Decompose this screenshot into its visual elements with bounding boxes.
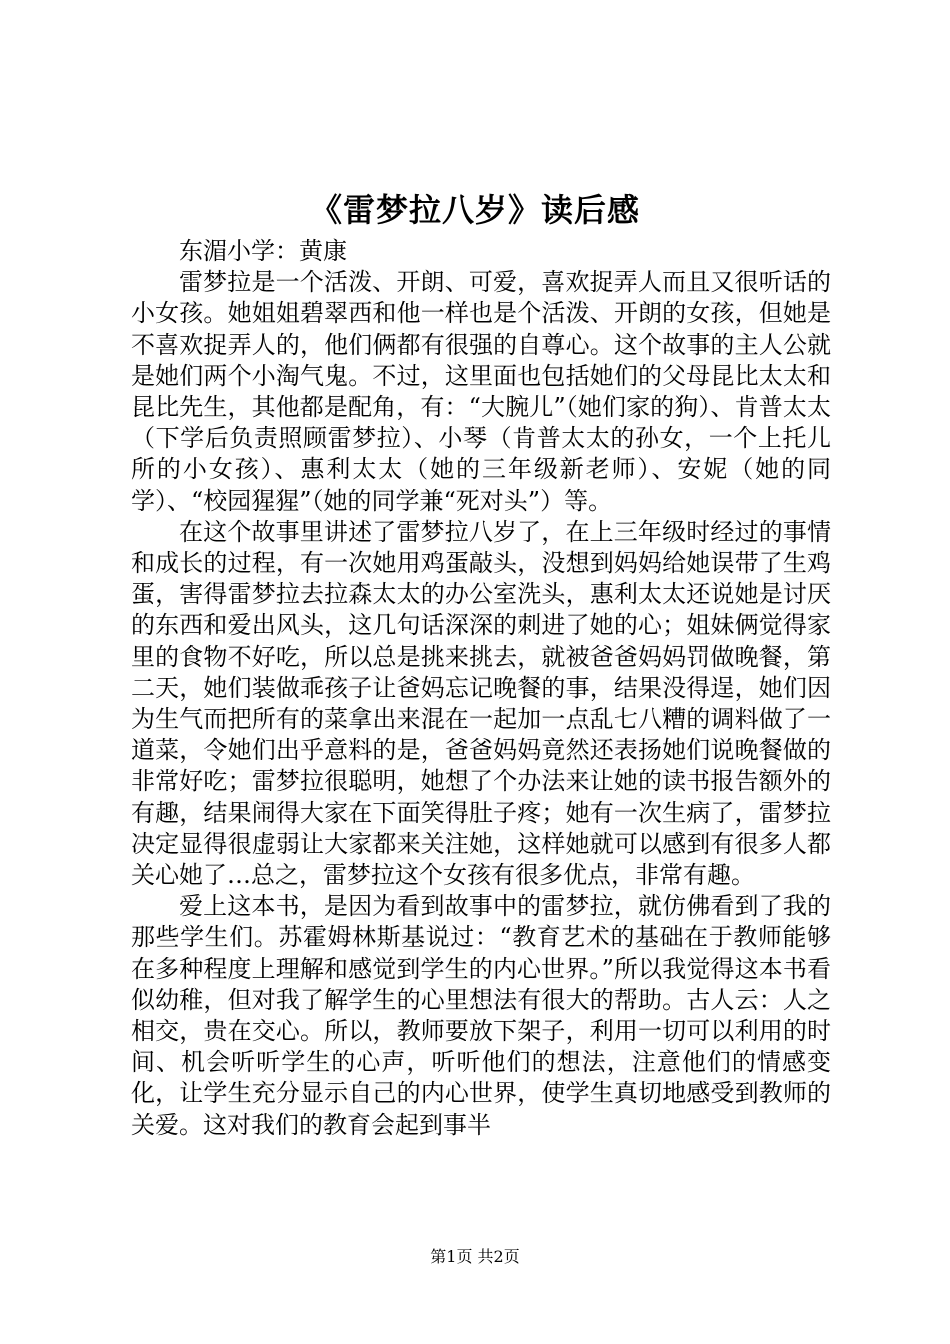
body-paragraph-1: 雷梦拉是一个活泼、开朗、可爱，喜欢捉弄人而且又很听话的小女孩。她姐姐碧翠西和他一样也是个活泼、开朗的女孩，但她是不喜欢捉弄人的，他们俩都有很强的自尊心。这个故事的主人公就是她们两个小淘气鬼。不过，这里面也包括她们的父母昆比太太和昆比先生，其他都是配角，有：“大腕儿”（她们家的狗）、肯普太太（下学后负责照顾雷梦拉）、小琴（肯普太太的孙女，一个上托儿所的小女孩）、惠利太太（她的三年级新老师）、安妮（她的同学）、“校园猩猩”（她的同学兼“死对头”）等。 bbox=[131, 268, 831, 515]
document-title: 《雷梦拉八岁》读后感 bbox=[309, 191, 640, 229]
page-footer: 第1页 共2页 bbox=[430, 1247, 520, 1266]
body-paragraph-3: 爱上这本书，是因为看到故事中的雷梦拉，就仿佛看到了我的那些学生们。苏霍姆林斯基说过：“教育艺术的基础在于教师能够在多种程度上理解和感觉到学生的内心世界。”所以我觉得这本书看似幼稚，但对我了解学生的心里想法有很大的帮助。古人云：人之相交，贵在交心。所以，教师要放下架子，利用一切可以利用的时间、机会听听学生的心声，听听他们的想法，注意他们的情感变化，让学生充分显示自己的内心世界，使学生真切地感受到教师的关爱。这对我们的教育会起到事半 bbox=[131, 892, 831, 1139]
document-body bbox=[131, 236, 831, 1141]
body-paragraph-2: 在这个故事里讲述了雷梦拉八岁了，在上三年级时经过的事情和成长的过程，有一次她用鸡蛋敲头，没想到妈妈给她误带了生鸡蛋，害得雷梦拉去拉森太太的办公室洗头，惠利太太还说她是讨厌的东西和爱出风头，这几句话深深的刺进了她的心；姐妹俩觉得家里的食物不好吃，所以总是挑来挑去，就被爸爸妈妈罚做晚餐，第二天，她们装做乖孩子让爸妈忘记晚餐的事，结果没得逞，她们因为生气而把所有的菜拿出来混在一起加一点乱七八糟的调料做了一道菜，令她们出乎意料的是，爸爸妈妈竟然还表扬她们说晚餐做的非常好吃；雷梦拉很聪明，她想了个办法来让她的读书报告额外的有趣，结果闹得大家在下面笑得肚子疼；她有一次生病了，雷梦拉决定显得很虚弱让大家都来关注她，这样她就可以感到有很多人都关心她了…总之，雷梦拉这个女孩有很多优点，非常有趣。 bbox=[131, 517, 831, 890]
author-line: 东湄小学：黄康 bbox=[179, 237, 347, 265]
